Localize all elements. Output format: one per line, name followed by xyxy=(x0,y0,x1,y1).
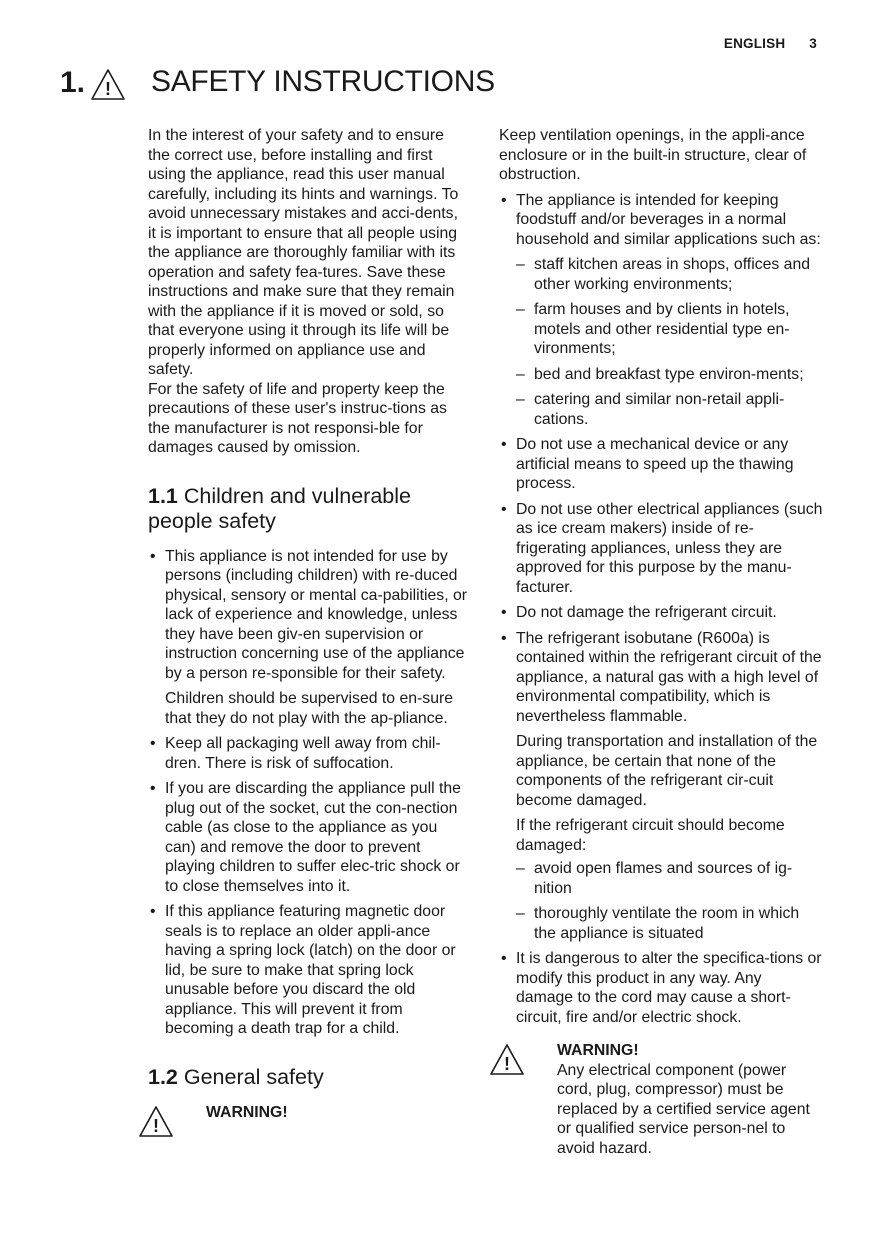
list-item: • Do not damage the refrigerant circuit. xyxy=(499,603,823,623)
list-item-note: If the refrigerant circuit should become damaged: xyxy=(516,817,785,854)
warning-text: Any electrical component (power cord, plug, compressor) must be replaced by a certified service agent or qualified service person-nel to avoid hazard. xyxy=(557,1061,810,1157)
general-safety-list xyxy=(499,191,823,1028)
section-title: Children and vulnerable people safety xyxy=(148,483,411,533)
section-heading-1-1 xyxy=(148,484,470,534)
right-column xyxy=(499,126,823,1158)
chapter-title: SAFETY INSTRUCTIONS xyxy=(151,65,495,98)
list-item: • If you are discarding the appliance pull the plug out of the socket, cut the con-nection cable (as close to the appliance as you can) and remove the door to prevent playing children to suffer elec-tric shock or to close themselves into it. xyxy=(148,779,470,896)
refrigerant-dash-list xyxy=(516,859,823,943)
list-item: • This appliance is not intended for use by persons (including children) with re-duced physical, sensory or mental ca-pabilities, or lack of experience and knowledge, unless they have been giv-en supervision or instruction concerning use of the appliance by a person re-sponsible for their safety. Children should be supervised to en-sure that they do not play with the ap-pliance. xyxy=(148,547,470,729)
intro-paragraph: In the interest of your safety and to ensure the correct use, before installing and first using the appliance, read this user manual carefully, including its hints and warnings. To avoid unnecessary mistakes and acci-dents, it is important to ensure that all people using the appliance are thoroughly familiar with its operation and safety fea-tures. Save these instructions and make sure that they remain with the appliance if it is moved or sold, so that everyone using it through its life will be properly informed on appliance use and safety. xyxy=(148,127,459,378)
list-item-note: Children should be supervised to en-sure that they do not play with the ap-pliance. xyxy=(165,690,454,727)
svg-text:!: ! xyxy=(153,1115,159,1136)
electrical-warning xyxy=(499,1041,823,1158)
section-number: 1.2 xyxy=(148,1064,178,1089)
warning-label: WARNING! xyxy=(206,1103,288,1121)
list-item: • Do not use other electrical appliances (such as ice cream makers) inside of re-frigerating appliances, unless they are approved for this purpose by the manu-facturer. xyxy=(499,500,823,598)
chapter-number: 1. xyxy=(60,66,86,99)
list-item: • If this appliance featuring magnetic door seals is to replace an older appli-ance having a spring lock (latch) on the door or lid, be sure to make that spring lock unusable before you discard the old appliance. This will prevent it from becoming a death trap for a child. xyxy=(148,902,470,1039)
left-column xyxy=(148,126,470,1136)
language-label: ENGLISH xyxy=(723,36,786,51)
list-item: • Do not use a mechanical device or any artificial means to speed up the thawing process. xyxy=(499,435,823,494)
intro-paragraph-2: For the safety of life and property keep the precautions of these user's instruc-tions as the manufacturer is not responsi-ble for damages caused by omission. xyxy=(148,380,447,456)
dash-item: – staff kitchen areas in shops, offices and other working environments; xyxy=(516,255,823,294)
dash-item: – catering and similar non-retail appli-cations. xyxy=(516,390,823,429)
section-title: General safety xyxy=(183,1064,324,1089)
general-safety-warning xyxy=(148,1103,470,1136)
warning-triangle-icon xyxy=(138,1105,174,1145)
warning-triangle-icon xyxy=(90,68,126,107)
usage-dash-list xyxy=(516,255,823,429)
section-heading-1-2 xyxy=(148,1065,470,1090)
children-safety-list xyxy=(148,547,470,1039)
ventilation-paragraph: Keep ventilation openings, in the appli-ance enclosure or in the built-in structure, clear of obstruction. xyxy=(499,127,807,183)
page-number: 3 xyxy=(809,36,817,51)
warning-triangle-icon xyxy=(489,1043,525,1083)
svg-text:!: ! xyxy=(105,79,111,99)
list-item: • The appliance is intended for keeping foodstuff and/or beverages in a normal household and similar applications such as: – staff kitchen areas in shops, offices and other working environments; – farm houses and by clients in hotels, motels and other residential type en-vironments; – bed and breakfast type environ-ments; – catering and similar non-retail appli-cations. xyxy=(499,191,823,430)
warning-label: WARNING! xyxy=(557,1042,639,1059)
list-item: • Keep all packaging well away from chil-dren. There is risk of suffocation. xyxy=(148,734,470,773)
page-header xyxy=(724,36,817,51)
dash-item: – farm houses and by clients in hotels, motels and other residential type en-vironments; xyxy=(516,300,823,359)
list-item-note: During transportation and installation of the appliance, be certain that none of the components of the refrigerant cir-cuit become damaged. xyxy=(516,733,818,809)
list-item: • It is dangerous to alter the specifica-tions or modify this product in any way. Any damage to the cord may cause a short-circuit, fire and/or electric shock. xyxy=(499,949,823,1027)
list-item: • The refrigerant isobutane (R600a) is contained within the refrigerant circuit of the appliance, a natural gas with a high level of environmental compatibility, which is nevertheless flammable. During transportation and installation of the appliance, be certain that none of the components of the refrigerant cir-cuit become damaged. If the refrigerant circuit should become damaged: – avoid open flames and sources of ig-nition – thoroughly ventilate the room in which the appliance is situated xyxy=(499,629,823,944)
svg-text:!: ! xyxy=(504,1054,510,1074)
dash-item: – thoroughly ventilate the room in which the appliance is situated xyxy=(516,904,823,943)
dash-item: – avoid open flames and sources of ig-nition xyxy=(516,859,823,898)
section-number: 1.1 xyxy=(148,483,178,508)
dash-item: – bed and breakfast type environ-ments; xyxy=(516,365,823,385)
